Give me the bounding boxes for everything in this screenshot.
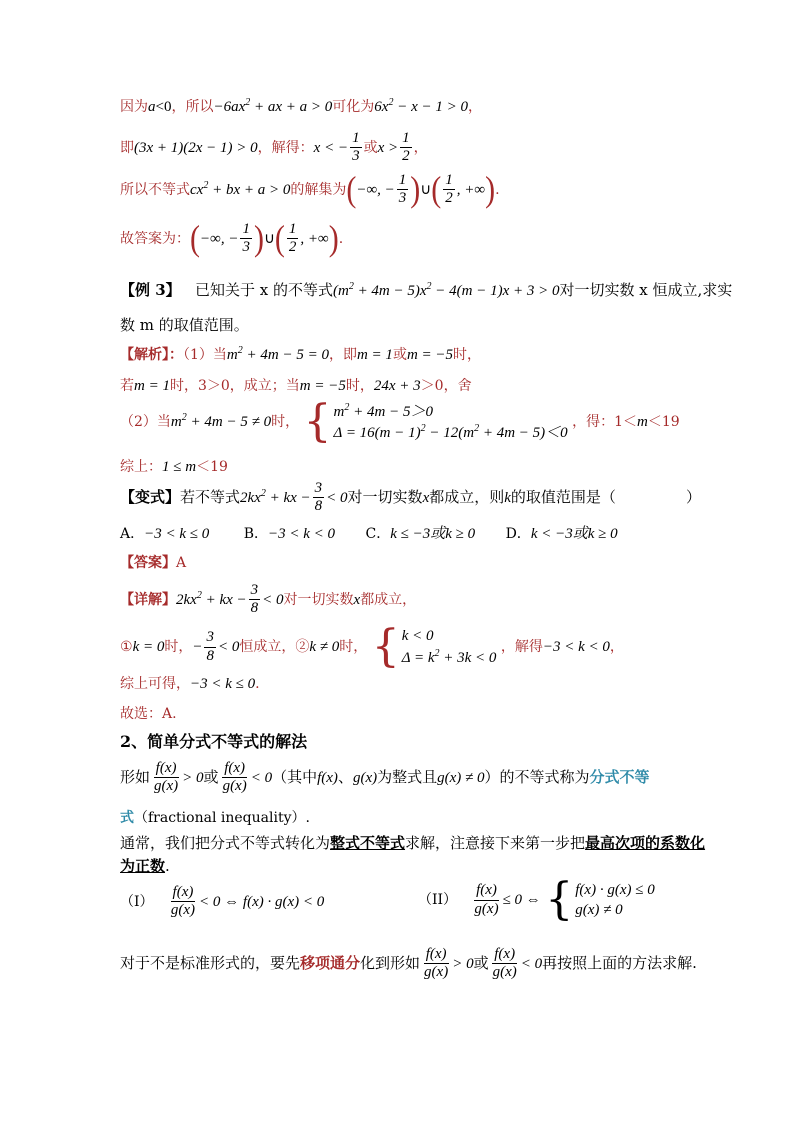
solution-line-1: 【解析】：（1）当$m^2 + 4m - 5 = 0$，即m = 1或m = −5时， [120,345,482,363]
case-system: { k < 0 $\Delta = k^2 + 3k < 0$ [371,621,497,672]
text: 因为 [120,99,148,115]
option-d[interactable]: D．k < −3或k ≥ 0 [505,526,618,542]
section-title: 2、简单分式不等式的解法 [120,732,308,751]
line-condition: 因为a<0，所以$-6ax^2$ + ax + a > 0可化为$6x^2 - x - 1 > 0$， [120,97,482,115]
option-b[interactable]: B．−3 < k < 0 [243,526,336,542]
select-line: 故选：A. [120,706,177,722]
norm-line: 通常，我们把分式不等式转化为整式不等式求解，注意接下来第一步把最高次项的系数化 [120,834,706,852]
line-factor: 即(3x + 1)(2x − 1) > 0，解得：x < − $\frac{1}{3}$ 或x > $\frac{1}{2}$ ， [120,130,428,165]
solution-line-3: （2）当$m^2 + 4m - 5 \ne 0$时， { $m^2 + 4m - 5>0$ $\Delta = 16(m - 1)^2 - 12(m^2 + 4m - 5)<0$ ，得：1＜m＜19 [120,396,680,447]
conclusion-line: 综上可得，−3 < k ≤ 0. [120,676,260,692]
definition-line: 形如 $\frac{f(x)}{g(x)}$ > 0或 $\frac{f(x)}{g(x)}$ < 0（其中f(x)、g(x)为整式且g(x) ≠ 0）的不等式称为分式不等 [120,760,650,795]
last-line: 对于不是标准形式的，要先移项通分化到形如 $\frac{f(x)}{g(x)}$ > 0或 $\frac{f(x)}{g(x)}$ < 0再按照上面的方法求解. [120,946,697,981]
norm-line-2: 为正数. [120,857,170,875]
system-braces: { $m^2 + 4m - 5>0$ $\Delta = 16(m - 1)^2 - 12(m^2 + 4m - 5)<0$ [303,396,568,447]
example-3-cont: 数 m 的取值范围。 [120,316,249,334]
solution-summary: 综上：1 ≤ m＜19 [120,459,228,475]
line-solution-set: 所以不等式$cx^2$ + bx + a > 0的解集为(−∞, − $\frac{1}{3}$ )∪( $\frac{1}{2}$ , +∞). [120,169,500,209]
solution-line-2: 若m = 1时，3＞0，成立；当m = −5时，24x + 3＞0，舍 [120,378,472,394]
detail-line: 【详解】$2kx^2$ + kx − $\frac{3}{8}$ < 0对一切实数x都成立， [120,582,417,617]
definition-line-2: 式（fractional inequality）. [120,810,310,826]
rule-1: （I） $\frac{f(x)}{g(x)}$ < 0 ⇔ f(x) · g(x) < 0 [120,884,325,919]
rule-2: （II） $\frac{f(x)}{g(x)}$ ≤ 0 ⇔ { f(x) · g(x) ≤ 0 g(x) ≠ 0 [418,874,655,925]
variant-question: 【变式】若不等式$2kx^2$ + kx − $\frac{3}{8}$ < 0对一切实数x都成立，则k的取值范围是（ ） [120,480,701,515]
example-tag: 【例 3】 [120,281,181,299]
answer-line: 【答案】A [120,555,187,571]
option-a[interactable]: A．−3 < k ≤ 0 [120,526,210,542]
example-3: 【例 3】 已知关于 x 的不等式$(m^2 + 4m - 5)x^2 - 4(m - 1)x + 3 > 0$对一切实数 x 恒成立,求实 [120,281,733,299]
options-row [120,522,618,543]
case-line: ①k = 0时，− $\frac{3}{8}$ < 0恒成立，②k ≠ 0时， { k < 0 $\Delta = k^2 + 3k < 0$ ，解得−3 < k < 0， [120,621,624,672]
expr: $-6ax^2$ + ax + a > 0 [213,97,333,115]
line-answer: 故答案为：(−∞, − $\frac{1}{3}$ )∪( $\frac{1}{2}$ , +∞). [120,218,344,258]
option-c[interactable]: C．k ≤ −3或k ≥ 0 [365,526,476,542]
